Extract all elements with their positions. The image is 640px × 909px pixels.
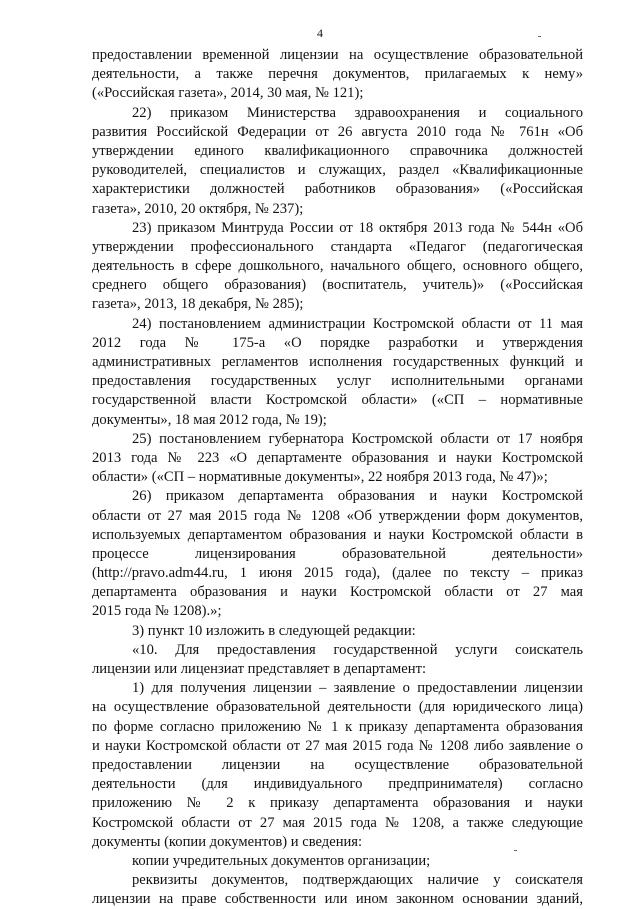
text-line: 24) постановлением администрации Костромской области от 11 мая <box>132 315 583 332</box>
text-line: 23) приказом Минтруда России от 18 октября 2013 года № 544н «Об <box>132 219 583 236</box>
text-line: государственной власти Костромской области» («СП – нормативные <box>92 392 583 409</box>
text-line: 2012 года № 175-а «О порядке разработки и утверждения <box>92 334 583 351</box>
text-line: деятельности (для индивидуального предпринимателя) согласно <box>92 776 583 793</box>
text-line: и науки Костромской области от 27 мая 2015 года № 1208 либо заявление о <box>92 737 583 754</box>
text-line: на осуществление образовательной деятельности (для юридического лица) <box>92 699 583 716</box>
paragraph <box>92 487 583 621</box>
text-line: 1) для получения лицензии – заявление о предоставлении лицензии <box>132 680 583 697</box>
text-line: 26) приказом департамента образования и науки Костромской <box>132 488 583 505</box>
paragraph <box>92 315 583 430</box>
text-line: предоставлении лицензии на осуществление образовательной <box>92 756 583 773</box>
text-line: деятельность в сфере дошкольного, начального общего, основного общего, <box>92 258 583 275</box>
text-line: реквизиты документов, подтверждающих наличие у соискателя <box>132 872 583 889</box>
text-line: предоставления государственных услуг исполнительными органами <box>92 373 583 390</box>
text-line: предоставлении временной лицензии на осуществление образовательной <box>92 47 583 63</box>
text-line: административных регламентов исполнения государственных функций и <box>92 354 583 370</box>
text-line: департамента образования и науки Костромской области от 27 мая <box>92 584 583 601</box>
text-line: характеристики должностей работников образования» («Российская <box>92 181 583 198</box>
text-line: копии учредительных документов организации; <box>132 852 431 869</box>
paragraph <box>92 219 583 315</box>
text-line: деятельности, а также перечня документов, прилагаемых к нему» <box>92 66 583 83</box>
text-line: 25) постановлением губернатора Костромской области от 17 ноября <box>132 430 583 447</box>
text-line: руководителей, специалистов и служащих, раздел «Квалификационные <box>92 162 583 179</box>
text-line: 2013 года № 223 «О департаменте образования и науки Костромской <box>92 449 583 466</box>
text-line: области» («СП – нормативные документы», 22 ноября 2013 года, № 47)»; <box>92 469 548 486</box>
text-line: приложению № 2 к приказу департамента образования и науки <box>92 795 583 812</box>
scan-speck <box>514 850 517 851</box>
scan-speck <box>538 36 541 37</box>
text-line: по форме согласно приложению № 1 к приказу департамента образования <box>92 718 583 735</box>
page-number: 4 <box>317 26 323 40</box>
text-line: 2015 года № 1208).»; <box>92 603 222 620</box>
text-line: (http://pravo.adm44.ru, 1 июня 2015 года), (далее по тексту – приказ <box>92 565 583 582</box>
paragraph <box>92 641 583 679</box>
text-line: утверждении единого квалификационного справочника должностей <box>92 142 583 159</box>
text-line: области от 27 мая 2015 года № 1208 «Об утверждении форм документов, <box>92 507 583 524</box>
text-line: Костромской области от 27 мая 2015 года № 1208, а также следующие <box>92 814 583 831</box>
paragraph <box>92 46 583 104</box>
paragraph <box>92 430 583 488</box>
paragraph <box>92 622 583 641</box>
text-line: развития Российской Федерации от 26 августа 2010 года № 761н «Об <box>92 123 583 140</box>
text-line: лицензии или лицензиат представляет в департамент: <box>92 661 427 677</box>
text-line: документы», 18 мая 2012 года, № 19); <box>92 411 327 428</box>
text-line: процессе лицензирования образовательной деятельности» <box>92 545 583 562</box>
paragraph <box>92 104 583 219</box>
text-line: среднего общего образования) (воспитатель, учитель)» («Российская <box>92 277 583 294</box>
text-line: используемых департаментом образования и науки Костромской области в <box>92 526 583 543</box>
body-text <box>92 46 583 909</box>
text-line: лицензии на праве собственности или ином законном основании зданий, <box>92 891 583 908</box>
text-line: 3) пункт 10 изложить в следующей редакции: <box>132 622 416 639</box>
text-line: («Российская газета», 2014, 30 мая, № 121); <box>92 85 364 102</box>
paragraph <box>92 871 583 909</box>
paragraph <box>92 852 583 871</box>
text-line: утверждении профессионального стандарта «Педагог (педагогическая <box>92 238 583 255</box>
text-line: документы (копии документов) и сведения: <box>92 833 363 850</box>
paragraph <box>92 679 583 852</box>
text-line: газета», 2013, 18 декабря, № 285); <box>92 296 304 313</box>
text-line: газета», 2010, 20 октября, № 237); <box>92 200 304 217</box>
text-line: «10. Для предоставления государственной услуги соискатель <box>132 641 583 658</box>
text-line: 22) приказом Министерства здравоохранения и социального <box>132 104 583 121</box>
